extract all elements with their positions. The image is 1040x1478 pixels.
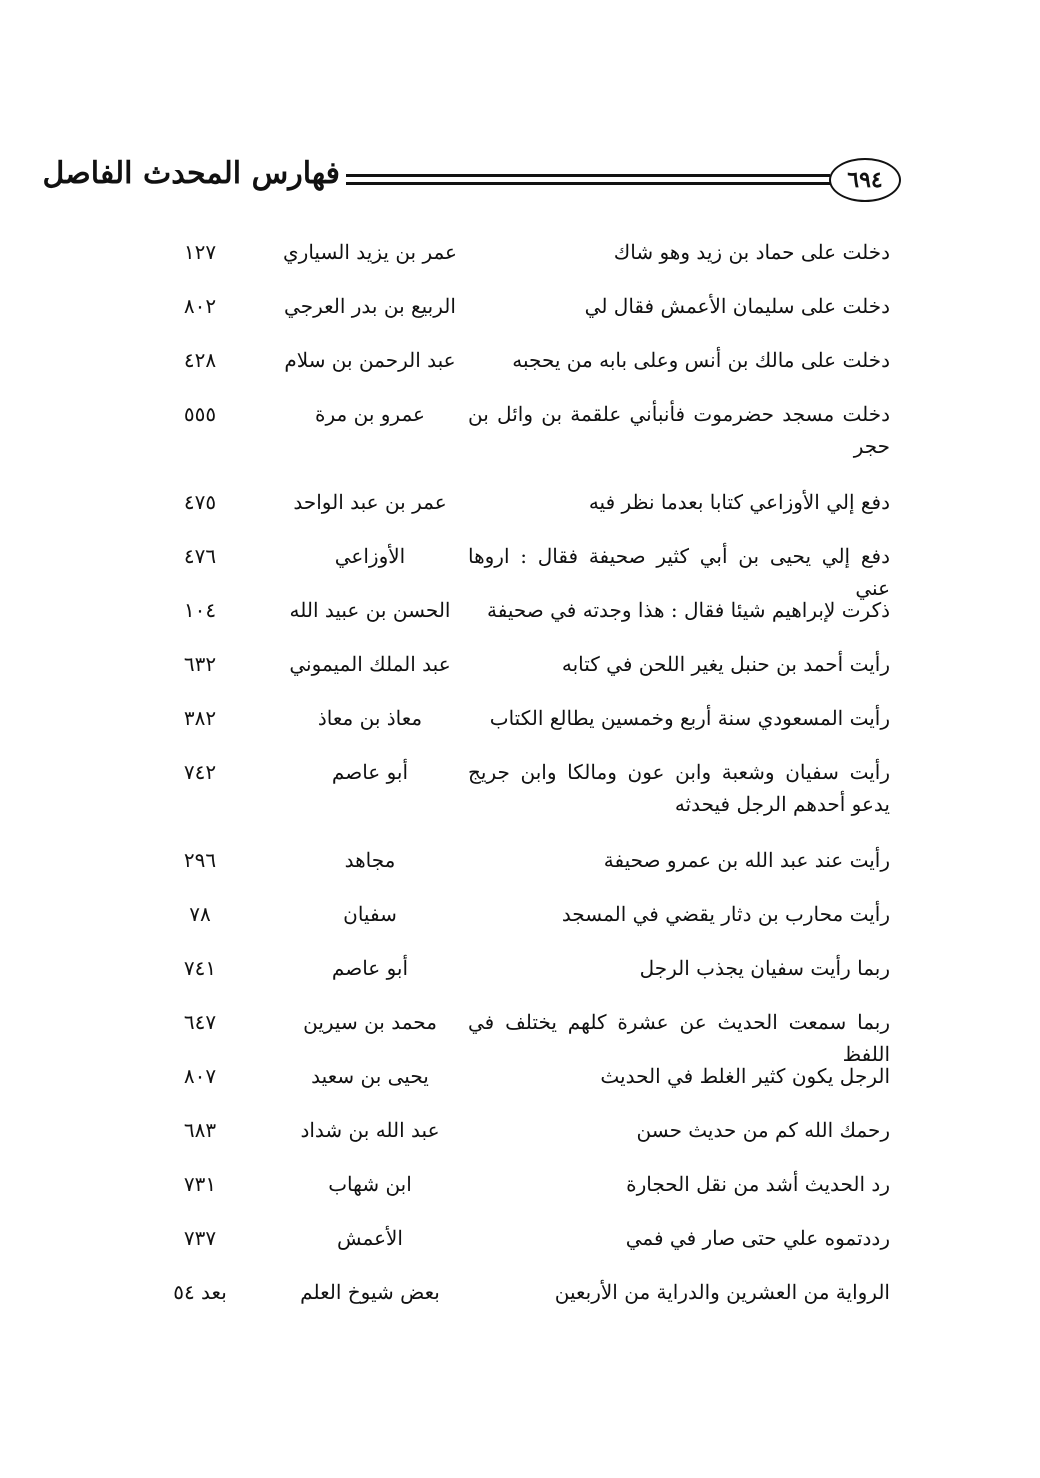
narrator-name: عبد الرحمن بن سلام — [284, 348, 456, 372]
page-reference: ٦٤٧ — [183, 1010, 217, 1034]
page-header — [0, 150, 1040, 220]
page-reference: ١٠٤ — [183, 598, 217, 622]
narrator-name: أبو عاصم — [331, 956, 409, 980]
index-row — [0, 282, 1040, 336]
narrator-name: عبد الله بن شداد — [300, 1118, 440, 1142]
page-number: ٦٩٤ — [829, 158, 901, 202]
page-reference: ٣٨٢ — [183, 706, 217, 730]
hadith-text: دفع إلي يحيى بن أبي كثير صحيفة فقال : اروها عني — [468, 544, 890, 600]
hadith-text: رحمك الله كم من حديث حسن — [636, 1118, 890, 1142]
index-row — [0, 336, 1040, 390]
hadith-text: ذكرت لإبراهيم شيئا فقال : هذا وجدته في صحيفة — [487, 598, 890, 622]
index-table — [0, 228, 1040, 1322]
page-reference: ٤٢٨ — [183, 348, 217, 372]
page-reference: ٤٧٥ — [183, 490, 217, 514]
index-row — [0, 890, 1040, 944]
hadith-text: رددتموه علي حتى صار في فمي — [625, 1226, 890, 1250]
page-reference: ٧٣١ — [183, 1172, 217, 1196]
page-reference: ٧٤١ — [183, 956, 217, 980]
hadith-text: دخلت مسجد حضرموت فأنبأني علقمة بن وائل بن حجر — [468, 402, 890, 458]
narrator-name: الحسن بن عبيد الله — [289, 598, 451, 622]
hadith-text: دخلت على مالك بن أنس وعلى بابه من يحجبه — [512, 348, 890, 372]
page-reference: ٨٠٧ — [183, 1064, 217, 1088]
hadith-text: ربما رأيت سفيان يجذب الرجل — [639, 956, 890, 980]
index-row — [0, 1214, 1040, 1268]
index-row — [0, 944, 1040, 998]
page-reference: ٨٠٢ — [183, 294, 217, 318]
narrator-name: أبو عاصم — [331, 760, 409, 784]
narrator-name: الأوزاعي — [334, 544, 406, 568]
hadith-text: رأيت سفيان وشعبة وابن عون ومالكا وابن جريج يدعو أحدهم الرجل فيحدثه — [468, 760, 890, 816]
index-row — [0, 532, 1040, 600]
hadith-text: الرواية من العشرين والدراية من الأربعين — [554, 1280, 890, 1304]
index-row — [0, 478, 1040, 532]
header-rule — [346, 182, 830, 185]
book-title: فهارس المحدث الفاصل — [42, 156, 340, 191]
index-row — [0, 640, 1040, 694]
index-row — [0, 748, 1040, 836]
narrator-name: عمرو بن مرة — [315, 402, 425, 426]
narrator-name: الربيع بن بدر العرجي — [284, 294, 456, 318]
narrator-name: سفيان — [343, 902, 397, 926]
narrator-name: ابن شهاب — [328, 1172, 412, 1196]
hadith-text: رأيت محارب بن دثار يقضي في المسجد — [561, 902, 890, 926]
page-reference: ١٢٧ — [183, 240, 217, 264]
index-row — [0, 390, 1040, 478]
index-row — [0, 1268, 1040, 1322]
index-row — [0, 694, 1040, 748]
index-row — [0, 1052, 1040, 1106]
narrator-name: محمد بن سيرين — [303, 1010, 437, 1034]
hadith-text: ربما سمعت الحديث عن عشرة كلهم يختلف في اللفظ — [468, 1010, 890, 1066]
hadith-text: دفع إلي الأوزاعي كتابا بعدما نظر فيه — [588, 490, 890, 514]
header-rule — [346, 174, 830, 177]
index-row — [0, 586, 1040, 640]
page-reference: ٥٥٥ — [183, 402, 217, 426]
hadith-text: رد الحديث أشد من نقل الحجارة — [626, 1172, 890, 1196]
hadith-text: رأيت عند عبد الله بن عمرو صحيفة — [603, 848, 890, 872]
page-reference: ٧٣٧ — [183, 1226, 217, 1250]
index-row — [0, 836, 1040, 890]
page-reference: ٧٤٢ — [183, 760, 217, 784]
hadith-text: دخلت على حماد بن زيد وهو شاك — [613, 240, 890, 264]
hadith-text: الرجل يكون كثير الغلط في الحديث — [600, 1064, 890, 1088]
page-reference: ٤٧٦ — [183, 544, 217, 568]
narrator-name: معاذ بن معاذ — [317, 706, 423, 730]
index-row — [0, 228, 1040, 282]
page-reference: ٦٣٢ — [183, 652, 217, 676]
index-row — [0, 1160, 1040, 1214]
page-reference: ٧٨ — [189, 902, 211, 926]
narrator-name: الأعمش — [337, 1226, 403, 1250]
hadith-text: رأيت المسعودي سنة أربع وخمسين يطالع الكتاب — [489, 706, 890, 730]
page-reference: بعد ٥٤ — [173, 1280, 227, 1304]
page-reference: ٦٨٣ — [183, 1118, 217, 1142]
page-reference: ٢٩٦ — [183, 848, 217, 872]
index-row — [0, 1106, 1040, 1160]
hadith-text: دخلت على سليمان الأعمش فقال لي — [584, 294, 890, 318]
narrator-name: عمر بن عبد الواحد — [293, 490, 447, 514]
narrator-name: يحيى بن سعيد — [311, 1064, 429, 1088]
narrator-name: مجاهد — [344, 848, 396, 872]
narrator-name: بعض شيوخ العلم — [300, 1280, 440, 1304]
narrator-name: عمر بن يزيد السياري — [283, 240, 457, 264]
narrator-name: عبد الملك الميموني — [289, 652, 451, 676]
index-row — [0, 998, 1040, 1066]
hadith-text: رأيت أحمد بن حنبل يغير اللحن في كتابه — [561, 652, 890, 676]
